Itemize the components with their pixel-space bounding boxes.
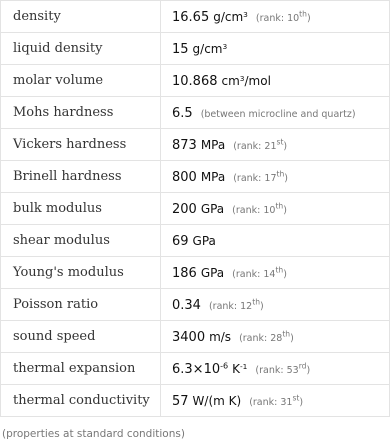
table-row	[1, 289, 390, 321]
property-label: density	[1, 1, 161, 33]
table-row	[1, 225, 390, 257]
property-label: bulk modulus	[1, 193, 161, 225]
table-row	[1, 161, 390, 193]
property-value: 6.5 (between microcline and quartz)	[161, 97, 390, 129]
table-row	[1, 129, 390, 161]
rank-note: (rank: 21st)	[233, 136, 288, 152]
property-value: 0.34 (rank: 12th)	[161, 289, 390, 321]
rank-note: (rank: 28th)	[239, 328, 294, 344]
table-row	[1, 33, 390, 65]
property-label: Poisson ratio	[1, 289, 161, 321]
property-label: thermal conductivity	[1, 385, 161, 417]
comparison-note: (between microcline and quartz)	[200, 108, 356, 120]
property-value: 16.65 $g/cm^3$ (rank: 10th)	[161, 1, 390, 33]
property-label: shear modulus	[1, 225, 161, 257]
rank-note: (rank: 10th)	[255, 8, 311, 24]
rank-note: (rank: 10th)	[232, 200, 287, 216]
property-value: 873 MPa (rank: 21st)	[161, 129, 390, 161]
property-label: thermal expansion	[1, 353, 161, 385]
property-label: Young's modulus	[1, 257, 161, 289]
property-value: 200 GPa (rank: 10th)	[161, 193, 390, 225]
property-value: 800 MPa (rank: 17th)	[161, 161, 390, 193]
table-row	[1, 193, 390, 225]
rank-note: (rank: 17th)	[233, 168, 288, 184]
property-value: 69 GPa	[161, 225, 390, 257]
rank-note: (rank: 12th)	[208, 296, 264, 312]
table-row	[1, 321, 390, 353]
table-row	[1, 257, 390, 289]
footnote: (properties at standard conditions)	[2, 428, 185, 440]
property-value: 3400 m/s (rank: 28th)	[161, 321, 390, 353]
property-value: 186 GPa (rank: 14th)	[161, 257, 390, 289]
property-value: 10.868 $cm^3$/mol	[161, 65, 390, 97]
table-row	[1, 1, 390, 33]
table-row	[1, 385, 390, 417]
table-row	[1, 353, 390, 385]
property-label: Vickers hardness	[1, 129, 161, 161]
property-value: 57 W/(m K) (rank: 31st)	[161, 385, 390, 417]
property-label: sound speed	[1, 321, 161, 353]
table-row	[1, 65, 390, 97]
rank-note: (rank: 31st)	[249, 392, 304, 408]
property-value: 15 $g/cm^3$	[161, 33, 390, 65]
property-label: molar volume	[1, 65, 161, 97]
property-label: liquid density	[1, 33, 161, 65]
table-row	[1, 97, 390, 129]
property-value: $6.3\times 10^{-6}$ $K^{-1}$ (rank: 53rd)	[161, 353, 390, 385]
rank-note: (rank: 14th)	[232, 264, 287, 280]
rank-note: (rank: 53rd)	[255, 360, 311, 376]
property-label: Mohs hardness	[1, 97, 161, 129]
property-label: Brinell hardness	[1, 161, 161, 193]
